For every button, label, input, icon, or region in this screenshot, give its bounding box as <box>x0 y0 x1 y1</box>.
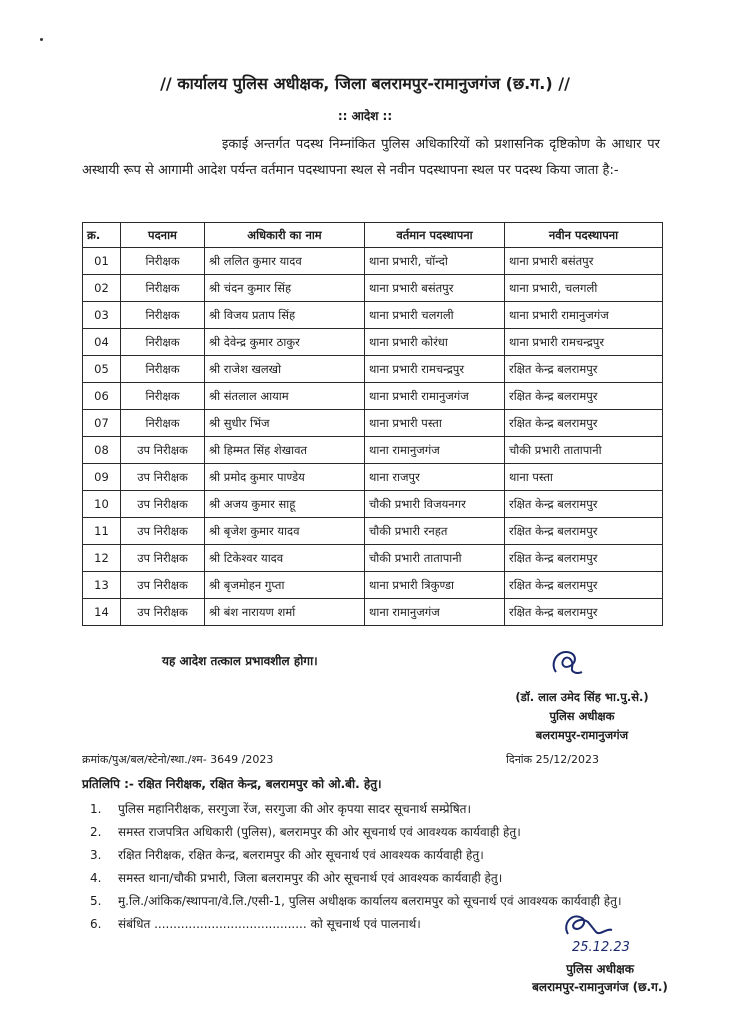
cell-designation: निरीक्षक <box>121 248 205 275</box>
cell-new-posting: रक्षित केन्द्र बलरामपुर <box>505 518 663 545</box>
col-header-serial: क्र. <box>83 223 121 248</box>
cell-serial: 04 <box>83 329 121 356</box>
cell-serial: 02 <box>83 275 121 302</box>
cell-designation: उप निरीक्षक <box>121 599 205 626</box>
signatory-designation: पुलिस अधीक्षक <box>549 709 615 723</box>
cell-designation: निरीक्षक <box>121 302 205 329</box>
cell-serial: 06 <box>83 383 121 410</box>
cell-new-posting: थाना प्रभारी, चलगली <box>505 275 663 302</box>
table-row <box>83 599 663 626</box>
copy-item-text: समस्त थाना/चौकी प्रभारी, जिला बलरामपुर की ओर सूचनार्थ एवं आवश्यक कार्यवाही हेतु। <box>118 871 503 885</box>
cell-officer-name: श्री संतलाल आयाम <box>205 383 365 410</box>
order-date: दिनांक 25/12/2023 <box>506 753 599 766</box>
copy-item-number: 6. <box>90 917 102 931</box>
col-header-designation: पदनाम <box>121 223 205 248</box>
cell-officer-name: श्री टिकेश्वर यादव <box>205 545 365 572</box>
cell-serial: 12 <box>83 545 121 572</box>
signatory-block <box>472 688 692 745</box>
cell-new-posting: चौकी प्रभारी तातापानी <box>505 437 663 464</box>
cell-officer-name: श्री प्रमोद कुमार पाण्डेय <box>205 464 365 491</box>
cell-current-posting: चौकी प्रभारी विजयनगर <box>365 491 505 518</box>
cell-current-posting: थाना प्रभारी चलगली <box>365 302 505 329</box>
scan-speck <box>40 38 43 41</box>
reference-number: क्रमांक/पुअ/बल/स्टेनो/स्था./श्म- 3649 /2023 <box>82 753 274 766</box>
col-header-officer-name: अधिकारी का नाम <box>205 223 365 248</box>
cell-serial: 10 <box>83 491 121 518</box>
signatory-name: (डॉ. लाल उमेद सिंह भा.पु.से.) <box>515 690 649 704</box>
table-row <box>83 329 663 356</box>
cell-serial: 14 <box>83 599 121 626</box>
cell-serial: 03 <box>83 302 121 329</box>
table-row <box>83 302 663 329</box>
cell-designation: निरीक्षक <box>121 356 205 383</box>
cell-serial: 13 <box>83 572 121 599</box>
cell-officer-name: श्री चंदन कुमार सिंह <box>205 275 365 302</box>
cell-current-posting: थाना प्रभारी बसंतपुर <box>365 275 505 302</box>
table-row <box>83 464 663 491</box>
cell-new-posting: रक्षित केन्द्र बलरामपुर <box>505 545 663 572</box>
cell-new-posting: रक्षित केन्द्र बलरामपुर <box>505 383 663 410</box>
cell-current-posting: थाना रामानुजगंज <box>365 599 505 626</box>
cell-new-posting: रक्षित केन्द्र बलरामपुर <box>505 491 663 518</box>
copy-list-item <box>90 821 660 844</box>
cell-designation: उप निरीक्षक <box>121 491 205 518</box>
cell-new-posting: थाना प्रभारी रामचन्द्रपुर <box>505 329 663 356</box>
cell-serial: 11 <box>83 518 121 545</box>
cell-officer-name: श्री राजेश खलखो <box>205 356 365 383</box>
cell-designation: निरीक्षक <box>121 329 205 356</box>
cell-officer-name: श्री अजय कुमार साहू <box>205 491 365 518</box>
cell-serial: 07 <box>83 410 121 437</box>
copy-item-text: मु.लि./आंकिक/स्थापना/वे.लि./एसी-1, पुलिस अधीक्षक कार्यालय बलरामपुर को सूचनार्थ एवं आवश्यक कार्यवाही हेतु। <box>118 894 622 908</box>
col-header-new-posting: नवीन पदस्थापना <box>505 223 663 248</box>
cell-serial: 09 <box>83 464 121 491</box>
copy-item-text: रक्षित निरीक्षक, रक्षित केन्द्र, बलरामपुर की ओर सूचनार्थ एवं आवश्यक कार्यवाही हेतु। <box>118 848 484 862</box>
copy-to-line: प्रतिलिपि :- रक्षित निरीक्षक, रक्षित केन्द्र, बलरामपुर को ओ.बी. हेतु। <box>82 777 382 791</box>
cell-serial: 01 <box>83 248 121 275</box>
cell-new-posting: थाना प्रभारी रामानुजगंज <box>505 302 663 329</box>
table-row <box>83 275 663 302</box>
table-row <box>83 248 663 275</box>
cell-new-posting: रक्षित केन्द्र बलरामपुर <box>505 599 663 626</box>
office-title: // कार्यालय पुलिस अधीक्षक, जिला बलरामपुर-रामानुजगंज (छ.ग.) // <box>160 74 570 93</box>
table-row <box>83 383 663 410</box>
cell-current-posting: थाना प्रभारी त्रिकुण्डा <box>365 572 505 599</box>
copy-item-number: 5. <box>90 894 102 908</box>
cell-current-posting: थाना प्रभारी रामानुजगंज <box>365 383 505 410</box>
signatory-location: बलरामपुर-रामानुजगंज <box>535 728 629 742</box>
copy-item-number: 2. <box>90 825 102 839</box>
cell-designation: उप निरीक्षक <box>121 437 205 464</box>
copy-item-number: 4. <box>90 871 102 885</box>
copy-list-item <box>90 867 660 890</box>
cell-officer-name: श्री बृजमोहन गुप्ता <box>205 572 365 599</box>
table-header-row <box>83 223 663 248</box>
cell-current-posting: थाना प्रभारी पस्ता <box>365 410 505 437</box>
cell-officer-name: श्री बंश नारायण शर्मा <box>205 599 365 626</box>
copy-item-text: पुलिस महानिरीक्षक, सरगुजा रेंज, सरगुजा की ओर कृपया सादर सूचनार्थ सम्प्रेषित। <box>118 802 472 816</box>
cell-designation: निरीक्षक <box>121 410 205 437</box>
table-row <box>83 437 663 464</box>
table-row <box>83 356 663 383</box>
cell-designation: उप निरीक्षक <box>121 572 205 599</box>
second-signatory-block <box>500 960 700 996</box>
copy-item-number: 3. <box>90 848 102 862</box>
cell-new-posting: रक्षित केन्द्र बलरामपुर <box>505 572 663 599</box>
table-row <box>83 518 663 545</box>
table-row <box>83 572 663 599</box>
cell-current-posting: चौकी प्रभारी तातापानी <box>365 545 505 572</box>
copy-item-text: समस्त राजपत्रित अधिकारी (पुलिस), बलरामपुर की ओर सूचनार्थ एवं आवश्यक कार्यवाही हेतु। <box>118 825 521 839</box>
signature-mark <box>548 646 584 680</box>
cell-current-posting: थाना प्रभारी रामचन्द्रपुर <box>365 356 505 383</box>
copy-item-text: संबंधित ........................................ को सूचनार्थ एवं पालनार्थ। <box>118 917 421 931</box>
effective-note: यह आदेश तत्काल प्रभावशील होगा। <box>162 654 318 668</box>
cell-new-posting: थाना प्रभारी बसंतपुर <box>505 248 663 275</box>
cell-officer-name: श्री सुधीर भिंज <box>205 410 365 437</box>
second-signatory-location: बलरामपुर-रामानुजगंज (छ.ग.) <box>532 980 668 994</box>
cell-new-posting: रक्षित केन्द्र बलरामपुर <box>505 356 663 383</box>
copy-list-item <box>90 844 660 867</box>
cell-officer-name: श्री ललित कुमार यादव <box>205 248 365 275</box>
second-signatory-designation: पुलिस अधीक्षक <box>566 962 634 976</box>
second-signature-mark <box>562 910 622 944</box>
table-row <box>83 410 663 437</box>
cell-current-posting: थाना रामानुजगंज <box>365 437 505 464</box>
cell-officer-name: श्री बृजेश कुमार यादव <box>205 518 365 545</box>
cell-designation: निरीक्षक <box>121 383 205 410</box>
intro-paragraph: इकाई अन्तर्गत पदस्थ निम्नांकित पुलिस अधिकारियों को प्रशासनिक दृष्टिकोण के आधार पर अस्थायी रूप से आगामी आदेश पर्यन्त वर्तमान पदस्थापना स्थल से नवीन पदस्थापना स्थल पर पदस्थ किया जाता है:- <box>82 137 660 178</box>
cell-current-posting: थाना प्रभारी, चॉन्दो <box>365 248 505 275</box>
cell-designation: उप निरीक्षक <box>121 545 205 572</box>
cell-designation: उप निरीक्षक <box>121 464 205 491</box>
order-title: :: आदेश :: <box>337 109 393 123</box>
cell-new-posting: रक्षित केन्द्र बलरामपुर <box>505 410 663 437</box>
cell-serial: 08 <box>83 437 121 464</box>
copy-item-number: 1. <box>90 802 102 816</box>
table-row <box>83 545 663 572</box>
cell-officer-name: श्री देवेन्द्र कुमार ठाकुर <box>205 329 365 356</box>
table-row <box>83 491 663 518</box>
cell-current-posting: चौकी प्रभारी रनहत <box>365 518 505 545</box>
cell-designation: निरीक्षक <box>121 275 205 302</box>
cell-current-posting: थाना प्रभारी कोरंधा <box>365 329 505 356</box>
cell-officer-name: श्री हिम्मत सिंह शेखावत <box>205 437 365 464</box>
cell-designation: उप निरीक्षक <box>121 518 205 545</box>
cell-officer-name: श्री विजय प्रताप सिंह <box>205 302 365 329</box>
cell-serial: 05 <box>83 356 121 383</box>
copy-list-item <box>90 798 660 821</box>
cell-new-posting: थाना पस्ता <box>505 464 663 491</box>
cell-current-posting: थाना राजपुर <box>365 464 505 491</box>
col-header-current-posting: वर्तमान पदस्थापना <box>365 223 505 248</box>
handwritten-date: 25.12.23 <box>572 940 630 955</box>
transfer-table <box>82 222 663 626</box>
